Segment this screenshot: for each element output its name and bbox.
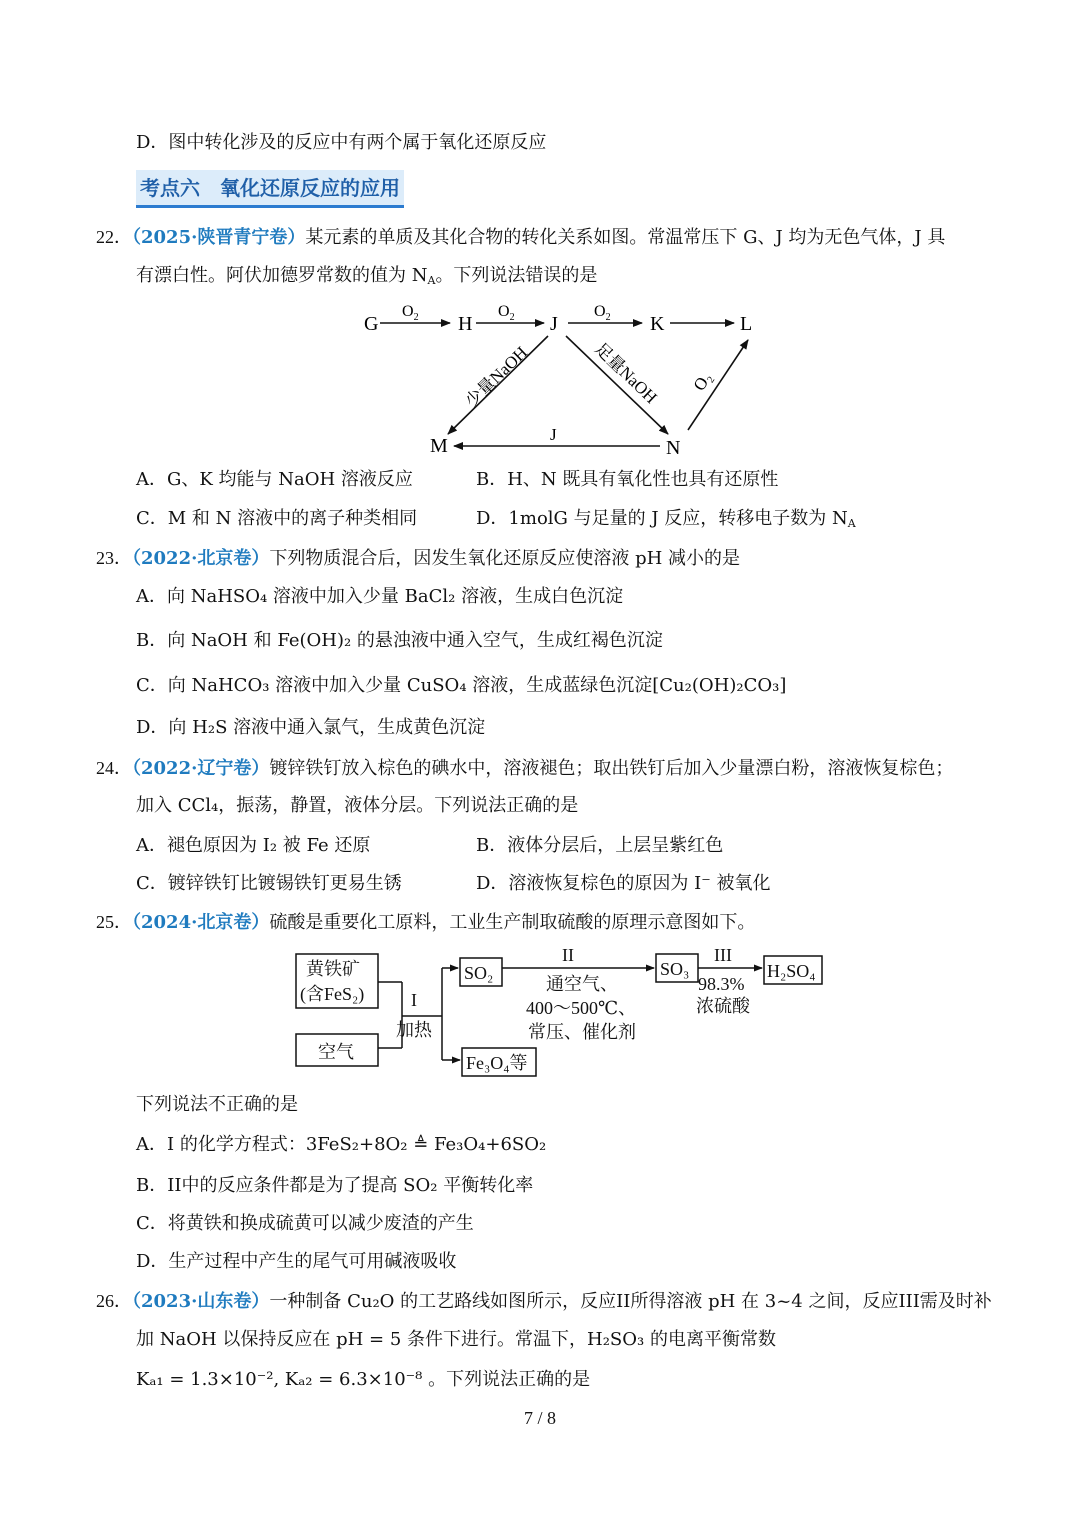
- q22-option-d-sub: A: [847, 517, 856, 530]
- q24-option-c: C．镀锌铁钉比镀锡铁钉更易生锈: [136, 873, 402, 894]
- node-g: G: [364, 313, 379, 335]
- q26-source: （2023·山东卷）: [132, 1291, 270, 1312]
- q22-stem-line2-sub: A: [427, 274, 436, 287]
- q22-conversion-diagram: [350, 296, 770, 461]
- node-m: M: [430, 435, 448, 457]
- q23-option-b: B．向 NaOH 和 Fe(OH)₂ 的悬浊液中通入空气，生成红褐色沉淀: [136, 630, 663, 651]
- q25-option-c: C．将黄铁和换成硫黄可以减少废渣的产生: [136, 1213, 474, 1234]
- q25-sub-stem: 下列说法不正确的是: [136, 1094, 298, 1115]
- label-little-naoh: 少量NaOH: [461, 342, 532, 411]
- q26-stem-line2: 加 NaOH 以保持反应在 pH = 5 条件下进行。常温下，H₂SO₃ 的电离平衡常数: [136, 1329, 776, 1350]
- page-number: 7 / 8: [523, 1408, 556, 1428]
- q22-stem-line2: [136, 264, 597, 288]
- text-step2-cond1: 通空气、: [546, 974, 618, 994]
- section-heading: 考点六 氧化还原反应的应用: [136, 170, 404, 208]
- text-pyrite-line2: (含FeS₂): [300, 984, 365, 1004]
- q24-option-a: A．褪色原因为 I₂ 被 Fe 还原: [136, 835, 371, 856]
- q24-option-d: D．溶液恢复棕色的原因为 I⁻ 被氧化: [476, 873, 771, 894]
- text-h2so4: H₂SO₄: [767, 961, 816, 981]
- q25-stem-text: 硫酸是重要化工原料，工业生产制取硫酸的原理示意图如下。: [269, 912, 756, 933]
- node-j: J: [550, 313, 558, 335]
- text-so2: SO₂: [464, 963, 494, 983]
- q22-number: 22．: [96, 227, 132, 247]
- label-n-l-o2: O₂: [689, 368, 716, 395]
- text-step2: II: [562, 945, 574, 965]
- q25-option-b: B．II中的反应条件都是为了提高 SO₂ 平衡转化率: [136, 1175, 534, 1196]
- q25-number: 25．: [96, 912, 132, 932]
- q22-option-d-text: D．1molG 与足量的 J 反应，转移电子数为 N: [476, 508, 848, 529]
- q22-stem-line2-tail: 。下列说法错误的是: [435, 265, 598, 286]
- q25-option-d: D．生产过程中产生的尾气可用碱液吸收: [136, 1251, 457, 1272]
- node-l: L: [740, 313, 753, 335]
- node-h: H: [458, 313, 473, 335]
- o2-label-gh: $O_2$: [402, 303, 419, 323]
- q25-source: （2024·北京卷）: [132, 912, 270, 933]
- text-step3-cond2: 浓硫酸: [696, 996, 750, 1016]
- q26-number: 26．: [96, 1291, 132, 1311]
- text-air: 空气: [318, 1042, 354, 1062]
- text-step2-cond3: 常压、催化剂: [528, 1022, 636, 1042]
- q26-stem-line1: [96, 1289, 992, 1314]
- node-k: K: [650, 313, 665, 335]
- q23-option-d: D．向 H₂S 溶液中通入氯气，生成黄色沉淀: [136, 717, 486, 738]
- text-step3-cond1: 98.3%: [698, 974, 745, 994]
- q26-stem-line3: Kₐ₁ = 1.3×10⁻², Kₐ₂ = 6.3×10⁻⁸ 。下列说法正确的是: [136, 1369, 591, 1390]
- q23-source: （2022·北京卷）: [132, 548, 270, 569]
- q22-stem-line1: [96, 225, 945, 250]
- text-pyrite-line1: 黄铁矿: [306, 959, 360, 979]
- text-so3: SO₃: [660, 959, 690, 979]
- q22-option-b: B．H、N 既具有氧化性也具有还原性: [476, 469, 779, 490]
- q23-option-c: C．向 NaHCO₃ 溶液中加入少量 CuSO₄ 溶液，生成蓝绿色沉淀[Cu₂(OH)₂CO₃]: [136, 675, 787, 696]
- node-n: N: [666, 437, 681, 459]
- q23-number: 23．: [96, 548, 132, 568]
- q24-number: 24．: [96, 758, 132, 778]
- q25-process-diagram: [290, 944, 830, 1084]
- label-n-m-j: J: [550, 425, 557, 444]
- q22-option-c: C．M 和 N 溶液中的离子种类相同: [136, 508, 418, 529]
- text-step1: I: [411, 990, 417, 1010]
- q22-source: （2025·陕晋青宁卷）: [132, 227, 306, 248]
- o2-label-hj: $O_2$: [498, 303, 515, 323]
- text-fe3o4: Fe₃O₄等: [466, 1053, 528, 1073]
- o2-label-jk: $O_2$: [594, 303, 611, 323]
- q24-stem-line2: 加入 CCl₄，振荡，静置，液体分层。下列说法正确的是: [136, 795, 579, 816]
- q22-stem-line2-text: 有漂白性。阿伏加德罗常数的值为 N: [136, 265, 428, 286]
- q24-option-b: B．液体分层后，上层呈紫红色: [476, 835, 724, 856]
- q22-option-a: A．G、K 均能与 NaOH 溶液反应: [136, 469, 413, 490]
- q24-source: （2022·辽宁卷）: [132, 758, 270, 779]
- q25-stem: [96, 910, 755, 935]
- q24-stem-line1: [96, 756, 953, 781]
- q22-option-d: [476, 507, 856, 531]
- q22-stem-text: 某元素的单质及其化合物的转化关系如图。常温常压下 G、J 均为无色气体，J 具: [305, 227, 946, 248]
- q26-stem-text: 一种制备 Cu₂O 的工艺路线如图所示，反应II所得溶液 pH 在 3~4 之间，反应III需及时补: [269, 1291, 992, 1312]
- q21-option-d: D．图中转化涉及的反应中有两个属于氧化还原反应: [136, 132, 547, 153]
- text-step3: III: [714, 945, 732, 965]
- q23-stem-text: 下列物质混合后，因发生氧化还原反应使溶液 pH 减小的是: [269, 548, 741, 569]
- label-excess-naoh: 足量NaOH: [591, 339, 661, 408]
- q23-option-a: A．向 NaHSO₄ 溶液中加入少量 BaCl₂ 溶液，生成白色沉淀: [136, 586, 624, 607]
- text-step1-cond: 加热: [396, 1020, 432, 1040]
- q25-option-a: A．I 的化学方程式：3FeS₂+8O₂ ≜ Fe₃O₄+6SO₂: [136, 1134, 547, 1155]
- q24-stem-text: 镀锌铁钉放入棕色的碘水中，溶液褪色；取出铁钉后加入少量漂白粉，溶液恢复棕色；: [269, 758, 954, 779]
- q23-stem: [96, 546, 740, 571]
- text-step2-cond2: 400～500℃、: [526, 998, 637, 1018]
